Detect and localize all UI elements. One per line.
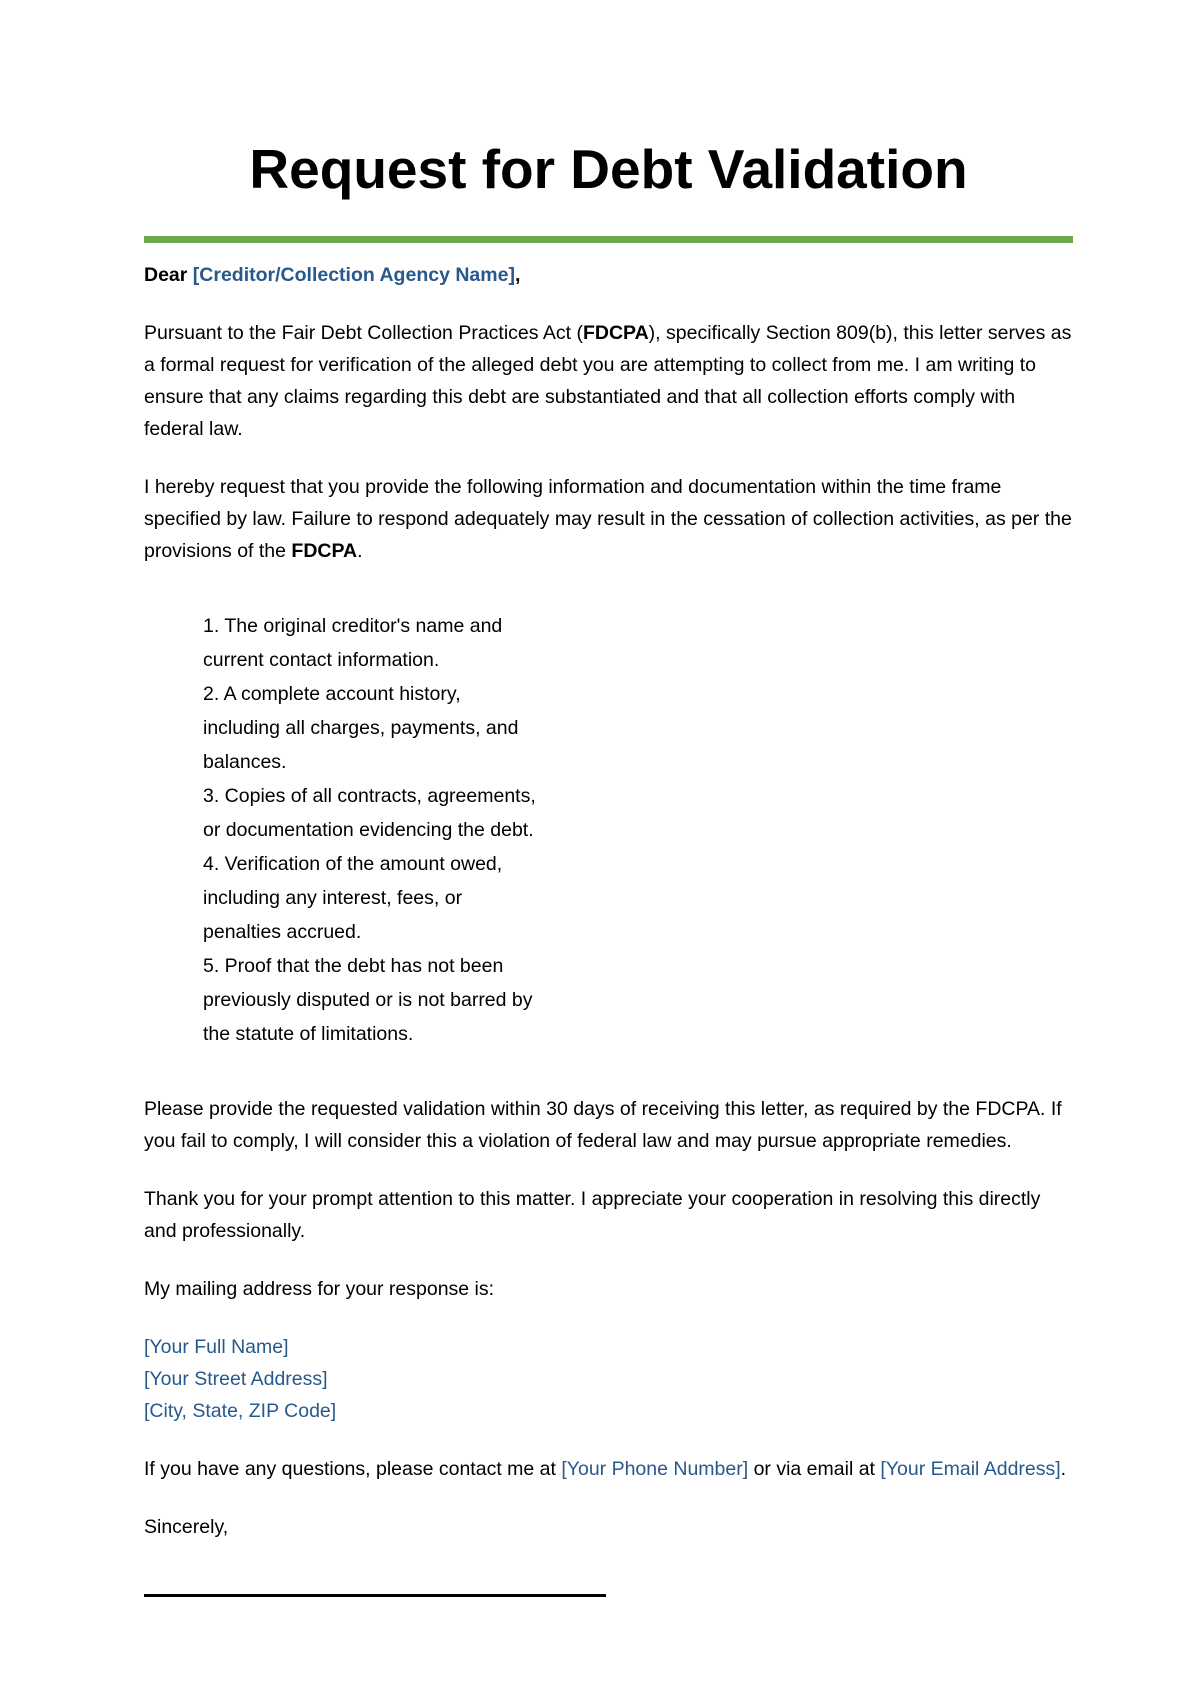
- salutation-prefix: Dear: [144, 264, 193, 286]
- list-line: 3. Copies of all contracts, agreements,: [203, 785, 536, 807]
- list-line: previously disputed or is not barred by: [203, 989, 533, 1011]
- paragraph-demand: [144, 471, 1073, 567]
- paragraph-2-text-1: I hereby request that you provide the following information and documentation within the time frame specified by law. Failure to respond adequately may result in the cessation of collection activities, as per the provisions of the: [144, 476, 1072, 562]
- salutation: [144, 259, 1073, 291]
- fdcpa-bold: FDCPA: [582, 322, 649, 344]
- address-street-placeholder: [Your Street Address]: [144, 1368, 328, 1390]
- fdcpa-bold-2: FDCPA: [291, 540, 358, 562]
- list-item: [203, 677, 1073, 779]
- closing: Sincerely,: [144, 1516, 229, 1538]
- paragraph-2-text-2: .: [357, 540, 363, 562]
- title-divider: [144, 236, 1073, 243]
- list-line: penalties accrued.: [203, 921, 362, 943]
- paragraph-deadline: Please provide the requested validation within 30 days of receiving this letter, as required by the FDCPA. If you fail to comply, I will consider this a violation of federal law and may pursue appropriate remedies.: [144, 1098, 1062, 1152]
- address-block: [144, 1331, 1073, 1427]
- list-item: [203, 949, 1073, 1051]
- list-line: current contact information.: [203, 649, 440, 671]
- list-item: [203, 779, 1073, 847]
- list-line: 4. Verification of the amount owed,: [203, 853, 503, 875]
- list-line: including all charges, payments, and: [203, 717, 519, 739]
- salutation-suffix: ,: [514, 264, 521, 286]
- contact-text-2: or via email at: [748, 1458, 881, 1480]
- address-name-placeholder: [Your Full Name]: [144, 1336, 289, 1358]
- paragraph-fdcpa-request: [144, 317, 1073, 445]
- list-line: including any interest, fees, or: [203, 887, 463, 909]
- list-line: 2. A complete account history,: [203, 683, 461, 705]
- list-line: or documentation evidencing the debt.: [203, 819, 534, 841]
- paragraph-1-text-2: ), specifically Section 809(b), this letter serves as a formal request for verification of the alleged debt you are attempting to collect from me. I am writing to ensure that any claims regarding this debt are substantiated and that all collection efforts comply with federal law.: [144, 322, 1072, 440]
- list-line: 5. Proof that the debt has not been: [203, 955, 504, 977]
- request-list: [203, 609, 1073, 1051]
- email-placeholder: [Your Email Address]: [880, 1458, 1061, 1480]
- contact-text-1: If you have any questions, please contact me at: [144, 1458, 562, 1480]
- list-line: the statute of limitations.: [203, 1023, 414, 1045]
- paragraph-thanks: Thank you for your prompt attention to this matter. I appreciate your cooperation in resolving this directly and professionally.: [144, 1188, 1041, 1242]
- list-line: 1. The original creditor's name and: [203, 615, 503, 637]
- paragraph-contact: [144, 1453, 1073, 1485]
- address-city-placeholder: [City, State, ZIP Code]: [144, 1400, 337, 1422]
- signature-line: [144, 1594, 606, 1597]
- page-title: Request for Debt Validation: [249, 138, 968, 200]
- list-line: balances.: [203, 751, 287, 773]
- recipient-placeholder: [Creditor/Collection Agency Name]: [192, 264, 515, 286]
- contact-text-3: .: [1060, 1458, 1067, 1480]
- paragraph-1-text-1: Pursuant to the Fair Debt Collection Practices Act (: [144, 322, 583, 344]
- list-item: [203, 847, 1073, 949]
- list-item: [203, 609, 1073, 677]
- phone-placeholder: [Your Phone Number]: [561, 1458, 749, 1480]
- mailing-intro: My mailing address for your response is:: [144, 1278, 495, 1300]
